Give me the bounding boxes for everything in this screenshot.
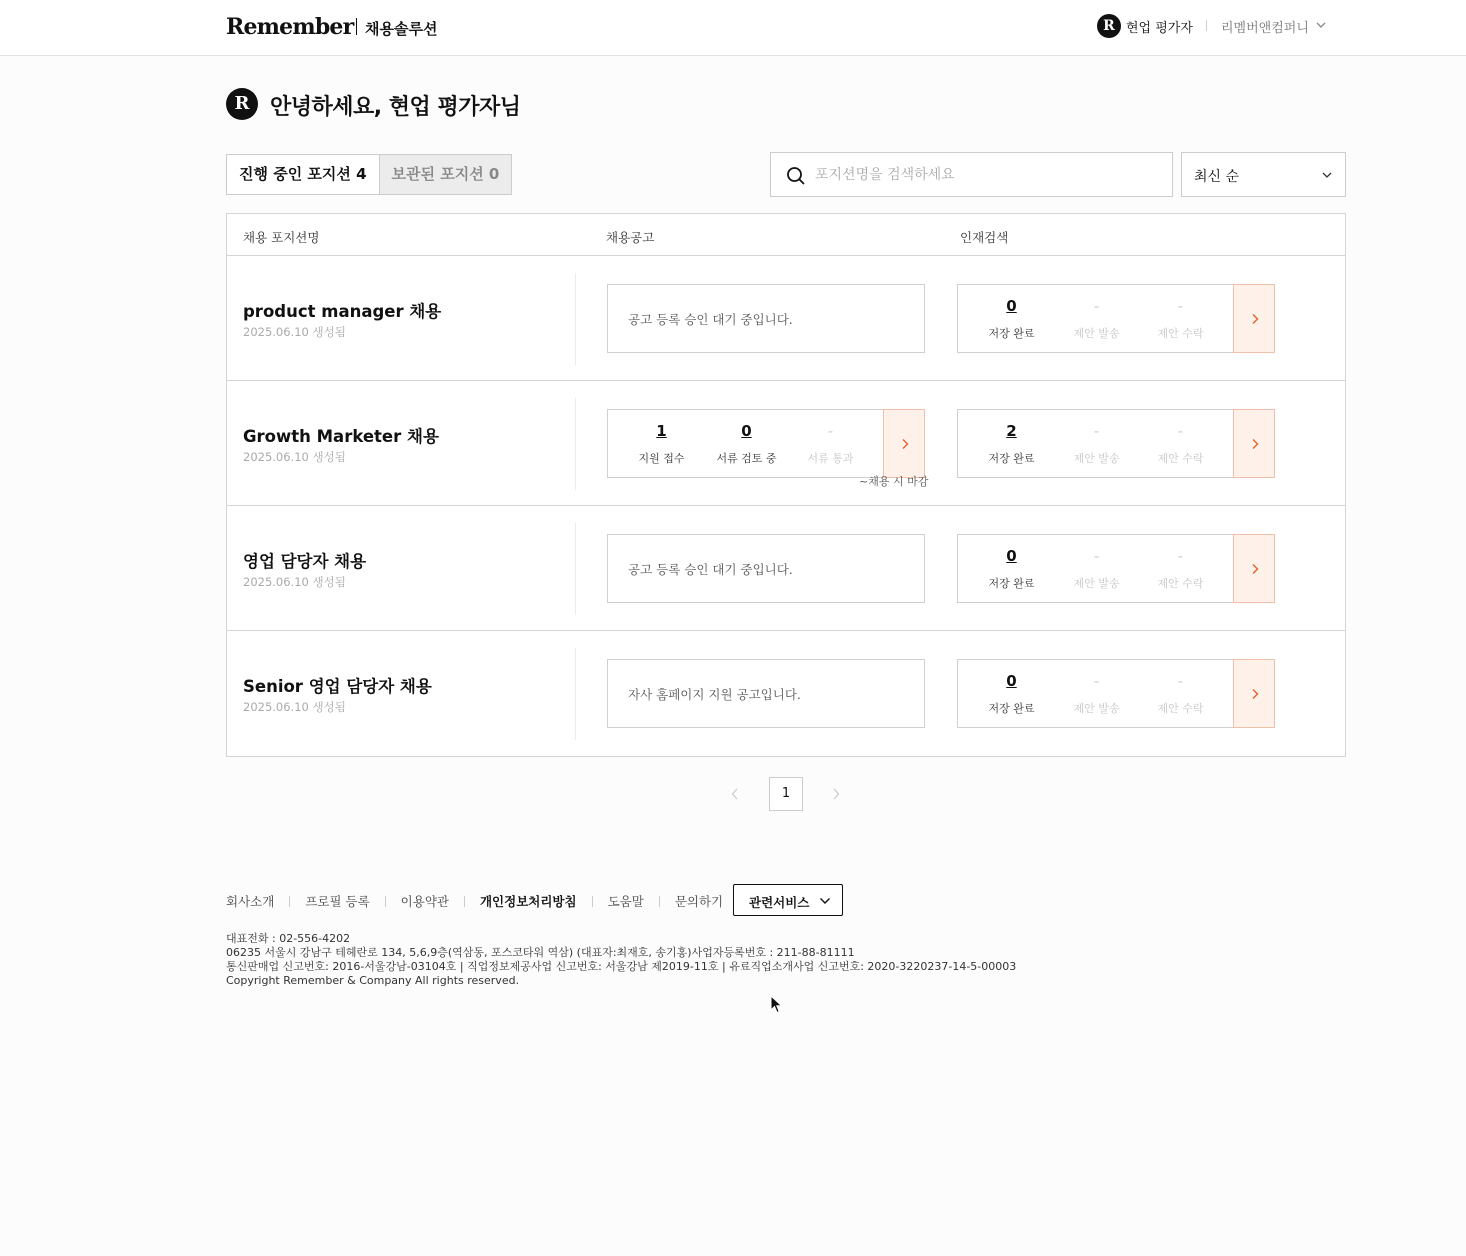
stat-offer-accepted bbox=[1138, 285, 1223, 352]
job-ad-status bbox=[607, 659, 925, 728]
footer-address: 06235 서울시 강남구 테헤란로 134, 5,6,9층(역삼동, 포스코타워 역삼) (대표자:최재호, 송기홍)사업자등록번호 : 211-88-81111 bbox=[226, 946, 855, 959]
position-date: 2025.06.10 생성됨 bbox=[243, 575, 346, 589]
position-title[interactable]: Growth Marketer 채용 bbox=[243, 427, 439, 446]
footer-divider bbox=[385, 896, 386, 907]
position-title[interactable]: 영업 담당자 채용 bbox=[243, 552, 367, 571]
stat-offer-accepted bbox=[1138, 410, 1223, 477]
position-date: 2025.06.10 생성됨 bbox=[243, 325, 346, 339]
job-ad-detail-button[interactable] bbox=[883, 409, 925, 478]
stat-label: 제안 발송 bbox=[1073, 702, 1120, 715]
column-position-name: 채용 포지션명 bbox=[243, 230, 320, 245]
footer-links bbox=[226, 892, 723, 910]
sort-selected-label: 최신 순 bbox=[1194, 169, 1240, 185]
talent-detail-button[interactable] bbox=[1233, 659, 1275, 728]
job-ad-message: 공고 등록 승인 대기 중입니다. bbox=[628, 312, 793, 327]
talent-search-stats bbox=[957, 284, 1275, 353]
column-job-ad: 채용공고 bbox=[606, 230, 655, 245]
stat-saved[interactable] bbox=[969, 410, 1054, 477]
chevron-down-icon bbox=[819, 896, 831, 906]
footer-link-terms[interactable]: 이용약관 bbox=[400, 894, 449, 909]
stat-label: 제안 수락 bbox=[1157, 452, 1204, 465]
position-title[interactable]: product manager 채용 bbox=[243, 302, 442, 321]
stat-value[interactable]: 0 bbox=[1006, 547, 1017, 565]
stat-offer-sent bbox=[1054, 285, 1139, 352]
stat-label: 지원 접수 bbox=[638, 452, 685, 465]
footer-copyright: Copyright Remember & Company All rights reserved. bbox=[226, 974, 520, 987]
stat-passed bbox=[788, 410, 873, 477]
footer-divider bbox=[289, 896, 290, 907]
stat-label: 제안 발송 bbox=[1073, 327, 1120, 340]
stat-label: 저장 완료 bbox=[988, 327, 1035, 340]
user-name[interactable]: 현업 평가자 bbox=[1126, 21, 1193, 36]
chevron-right-icon bbox=[1250, 313, 1260, 325]
stat-saved[interactable] bbox=[969, 535, 1054, 602]
stat-offer-sent bbox=[1054, 410, 1139, 477]
stat-label: 서류 통과 bbox=[807, 452, 854, 465]
stat-value: - bbox=[1177, 297, 1184, 315]
top-bar bbox=[0, 0, 1466, 56]
remember-logo[interactable]: Remember bbox=[226, 14, 354, 40]
table-row bbox=[227, 381, 1345, 506]
footer-divider bbox=[659, 896, 660, 907]
job-ad-status bbox=[607, 284, 925, 353]
stat-applications[interactable] bbox=[619, 410, 704, 477]
stat-value[interactable]: 0 bbox=[1006, 297, 1017, 315]
job-ad-message: 자사 홈페이지 지원 공고입니다. bbox=[628, 687, 801, 702]
positions-table bbox=[226, 213, 1346, 757]
table-row bbox=[227, 631, 1345, 756]
tab-active-positions[interactable]: 진행 중인 포지션 4 bbox=[226, 154, 379, 195]
column-divider bbox=[575, 523, 576, 615]
stat-value: - bbox=[827, 422, 834, 440]
service-name[interactable]: 채용솔루션 bbox=[365, 20, 438, 38]
chevron-down-icon[interactable] bbox=[1315, 19, 1327, 31]
chevron-right-icon bbox=[1250, 563, 1260, 575]
talent-search-stats bbox=[957, 409, 1275, 478]
stat-value[interactable]: 0 bbox=[741, 422, 752, 440]
job-ad-stats bbox=[607, 409, 925, 478]
footer-phone: 대표전화 : 02-556-4202 bbox=[226, 932, 351, 945]
pagination-page-1[interactable]: 1 bbox=[769, 777, 803, 811]
stat-value[interactable]: 0 bbox=[1006, 672, 1017, 690]
chevron-down-icon bbox=[1321, 169, 1333, 181]
stat-saved[interactable] bbox=[969, 285, 1054, 352]
footer-divider bbox=[464, 896, 465, 907]
pagination-prev-icon[interactable] bbox=[728, 786, 742, 802]
stat-value: - bbox=[1093, 297, 1100, 315]
stat-offer-accepted bbox=[1138, 660, 1223, 727]
footer-link-about[interactable]: 회사소개 bbox=[226, 894, 275, 909]
related-services-label: 관련서비스 bbox=[749, 895, 810, 910]
stat-offer-sent bbox=[1054, 660, 1139, 727]
stat-value: - bbox=[1177, 422, 1184, 440]
page-title: 안녕하세요, 현업 평가자님 bbox=[270, 95, 521, 120]
position-date: 2025.06.10 생성됨 bbox=[243, 700, 346, 714]
footer-link-contact[interactable]: 문의하기 bbox=[674, 894, 724, 909]
position-tabs bbox=[226, 154, 512, 195]
user-avatar[interactable]: R bbox=[1097, 14, 1121, 38]
search-input[interactable] bbox=[815, 153, 1155, 196]
stat-value: - bbox=[1177, 672, 1184, 690]
stat-value: - bbox=[1093, 672, 1100, 690]
talent-search-stats bbox=[957, 534, 1275, 603]
logo-divider bbox=[356, 18, 357, 35]
stat-reviewing[interactable] bbox=[704, 410, 789, 477]
talent-detail-button[interactable] bbox=[1233, 409, 1275, 478]
footer-licenses: 통신판매업 신고번호: 2016-서울강남-03104호 | 직업정보제공사업 신고번호: 서울강남 제2019-11호 | 유료직업소개사업 신고번호: 2020-3220237-14-5-00003 bbox=[226, 960, 1017, 973]
stat-label: 제안 수락 bbox=[1157, 577, 1204, 590]
stat-label: 서류 검토 중 bbox=[716, 452, 777, 465]
column-divider bbox=[575, 273, 576, 365]
stat-value: - bbox=[1177, 547, 1184, 565]
stat-label: 제안 발송 bbox=[1073, 452, 1120, 465]
greeting-avatar: R bbox=[226, 88, 258, 120]
stat-label: 저장 완료 bbox=[988, 452, 1035, 465]
company-selector[interactable]: 리멤버앤컴퍼니 bbox=[1221, 21, 1309, 36]
stat-label: 제안 수락 bbox=[1157, 327, 1204, 340]
job-ad-deadline: ~채용 시 마감 bbox=[859, 475, 929, 488]
tab-archived-positions[interactable]: 보관된 포지션 0 bbox=[379, 154, 513, 195]
sort-select[interactable] bbox=[1181, 152, 1346, 197]
footer-link-help[interactable]: 도움말 bbox=[607, 894, 644, 909]
talent-detail-button[interactable] bbox=[1233, 534, 1275, 603]
position-date: 2025.06.10 생성됨 bbox=[243, 450, 346, 464]
stat-label: 제안 발송 bbox=[1073, 577, 1120, 590]
mouse-cursor-icon bbox=[770, 995, 784, 1015]
table-row bbox=[227, 256, 1345, 381]
column-talent-search: 인재검색 bbox=[960, 230, 1009, 245]
stat-label: 저장 완료 bbox=[988, 577, 1035, 590]
stat-offer-sent bbox=[1054, 535, 1139, 602]
job-ad-message: 공고 등록 승인 대기 중입니다. bbox=[628, 562, 793, 577]
stat-value: - bbox=[1093, 422, 1100, 440]
chevron-right-icon bbox=[900, 438, 910, 450]
job-ad-status bbox=[607, 534, 925, 603]
stat-value[interactable]: 2 bbox=[1006, 422, 1017, 440]
stat-value: - bbox=[1093, 547, 1100, 565]
position-title[interactable]: Senior 영업 담당자 채용 bbox=[243, 677, 432, 696]
chevron-right-icon bbox=[1250, 688, 1260, 700]
talent-search-stats bbox=[957, 659, 1275, 728]
stat-saved[interactable] bbox=[969, 660, 1054, 727]
stat-label: 저장 완료 bbox=[988, 702, 1035, 715]
related-services-button[interactable] bbox=[733, 884, 843, 916]
table-header bbox=[227, 214, 1345, 256]
chevron-right-icon bbox=[1250, 438, 1260, 450]
search-box bbox=[770, 152, 1173, 197]
search-icon bbox=[786, 166, 806, 186]
talent-detail-button[interactable] bbox=[1233, 284, 1275, 353]
stat-value[interactable]: 1 bbox=[656, 422, 667, 440]
column-divider bbox=[575, 648, 576, 740]
pagination-next-icon[interactable] bbox=[829, 786, 843, 802]
stat-offer-accepted bbox=[1138, 535, 1223, 602]
footer-link-privacy[interactable]: 개인정보처리방침 bbox=[479, 894, 577, 909]
stat-label: 제안 수락 bbox=[1157, 702, 1204, 715]
table-row bbox=[227, 506, 1345, 631]
footer-divider bbox=[592, 896, 593, 907]
header-divider bbox=[1206, 20, 1207, 31]
column-divider bbox=[575, 398, 576, 490]
footer-link-profile[interactable]: 프로필 등록 bbox=[305, 894, 370, 909]
